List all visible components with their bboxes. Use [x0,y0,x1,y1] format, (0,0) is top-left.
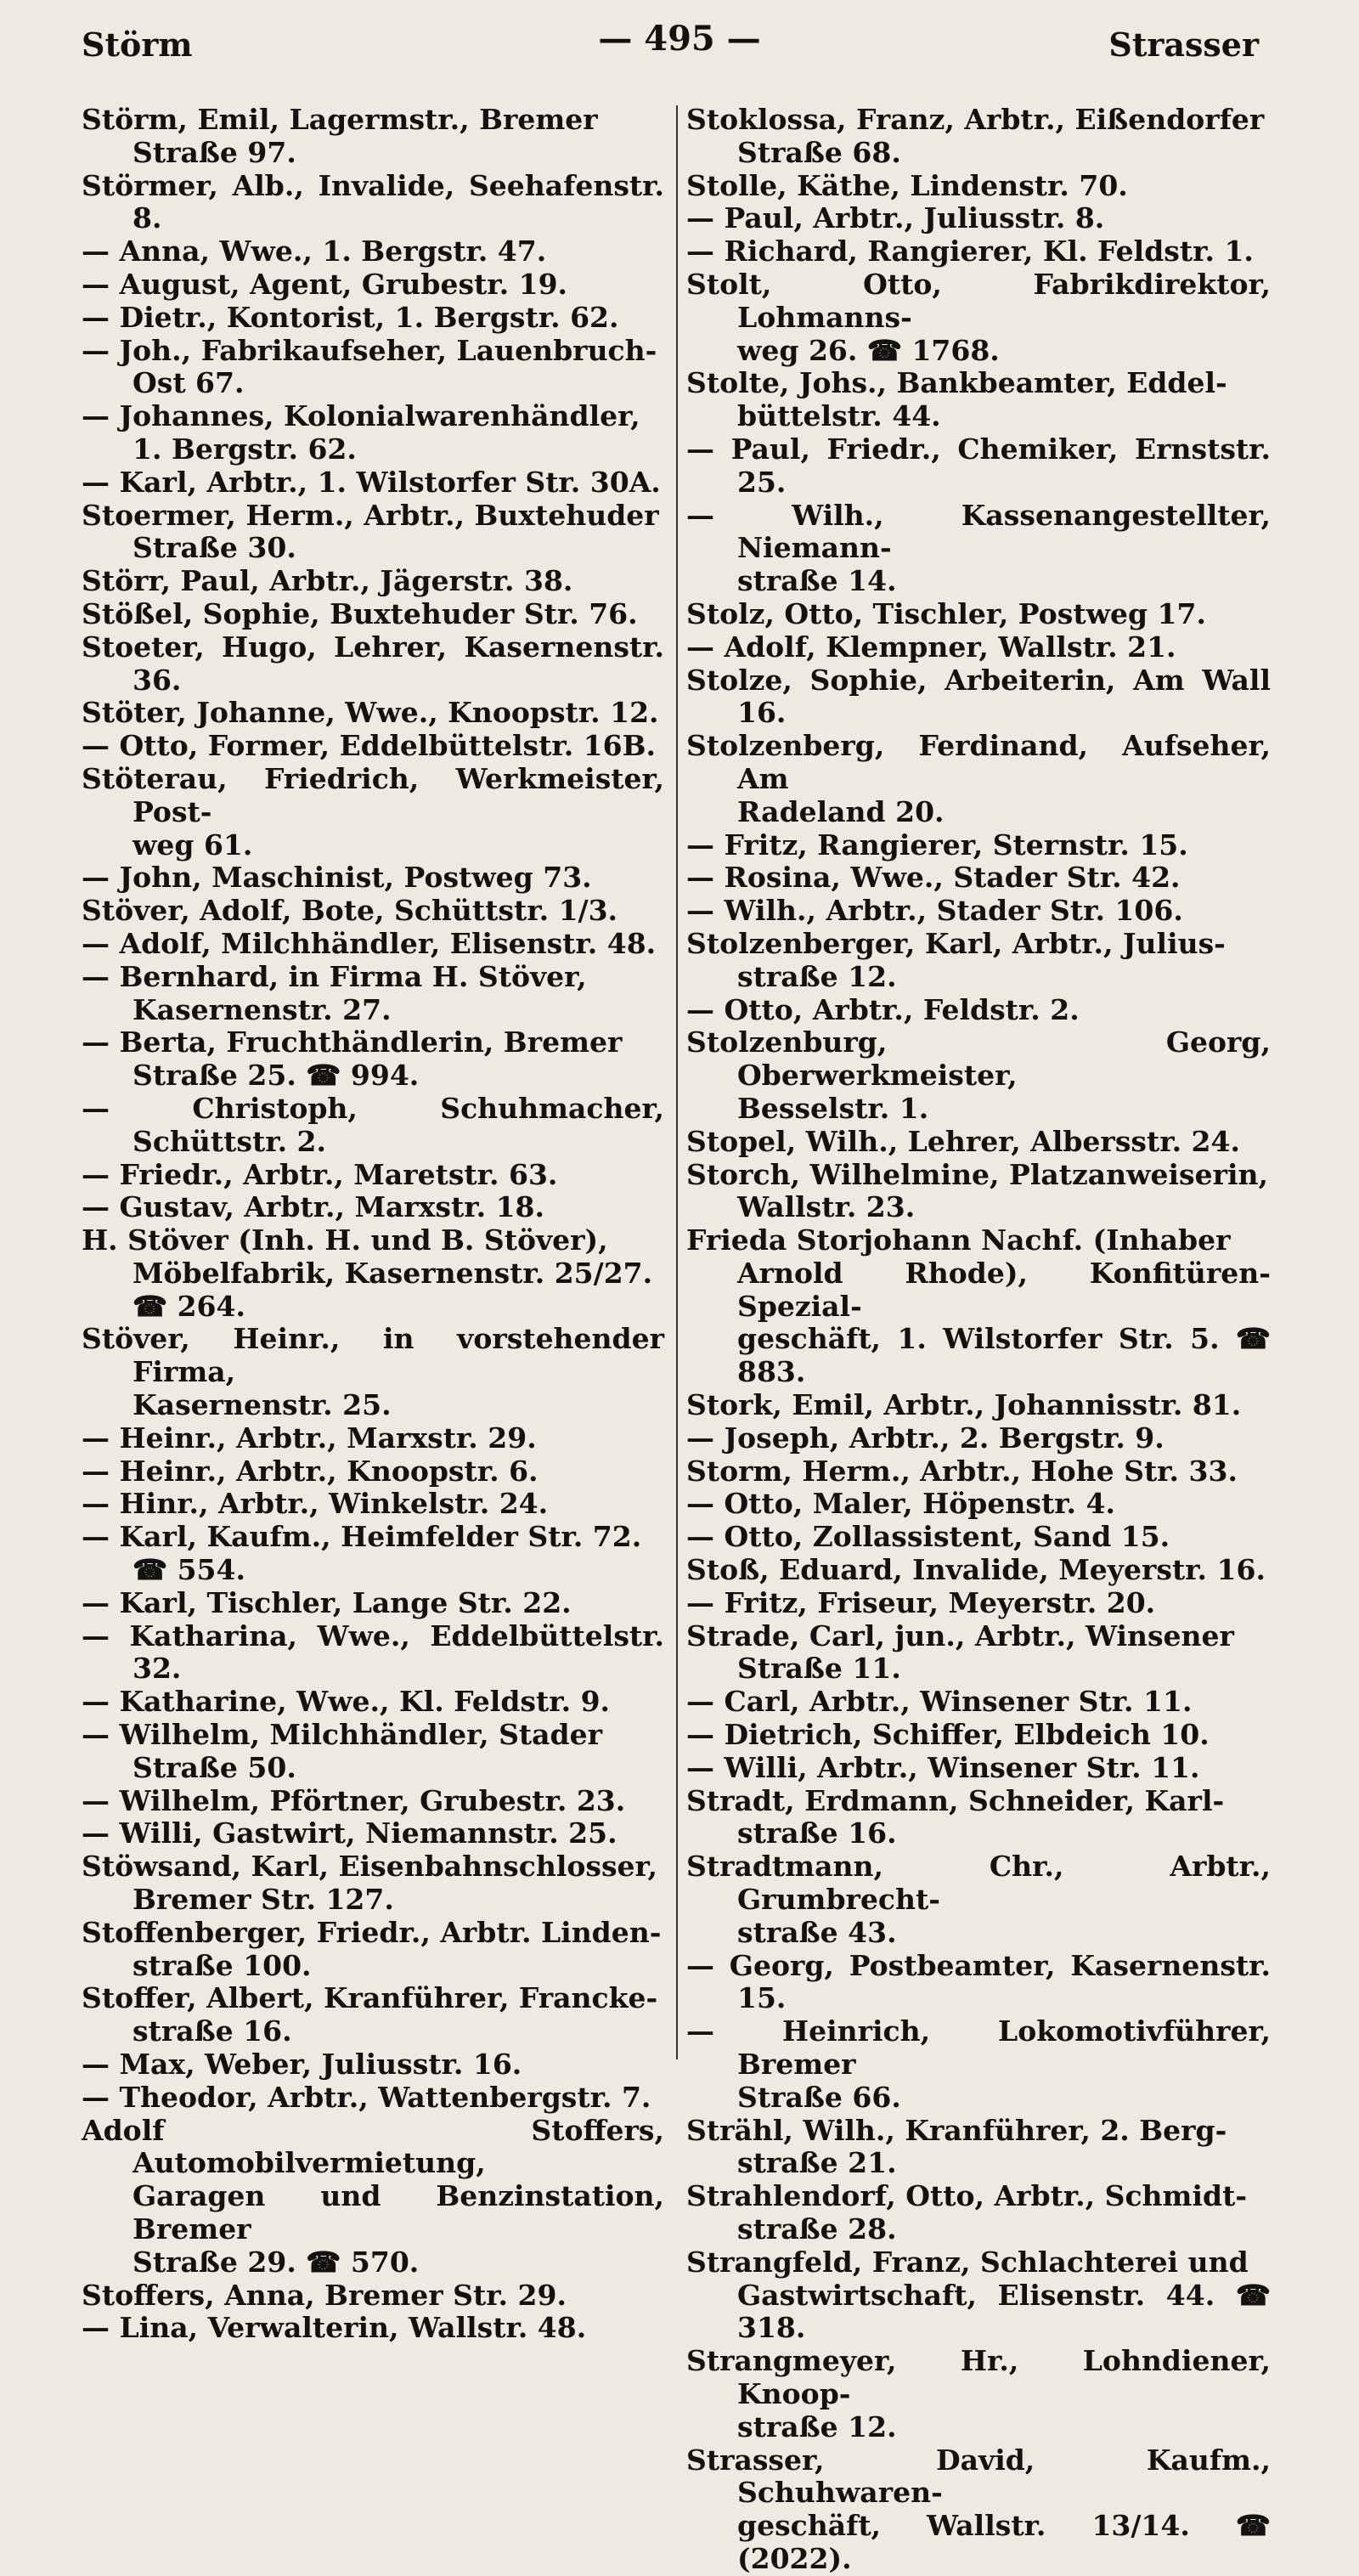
directory-entry: — Adolf, Milchhändler, Elisenstr. 48. [82,926,657,960]
directory-entry: Storm, Herm., Arbtr., Hohe Str. 33. [686,1454,1238,1488]
directory-entry: Strahlendorf, Otto, Arbtr., Schmidt- straße 28. [686,2179,1248,2246]
directory-entry: — Paul, Friedr., Chemiker, Ernststr. 25. [686,432,1271,499]
directory-entry: Stolzenburg, Georg, Oberwerkmeister, Besselstr. 1. [686,1025,1271,1125]
directory-entry: — Fritz, Friseur, Meyerstr. 20. [686,1585,1156,1619]
directory-entry: — Willi, Gastwirt, Niemannstr. 25. [82,1816,617,1850]
directory-entry: — Fritz, Rangierer, Sternstr. 15. [686,828,1188,861]
directory-entry: — Willi, Arbtr., Winsener Str. 11. [686,1750,1200,1784]
directory-entry: — Wilhelm, Pförtner, Grubestr. 23. [82,1783,626,1817]
directory-entry: — Joseph, Arbtr., 2. Bergstr. 9. [686,1421,1164,1455]
directory-entry: Stolle, Käthe, Lindenstr. 70. [686,168,1128,202]
directory-entry: — Katharina, Wwe., Eddelbüttelstr. 32. [82,1618,664,1686]
directory-entry: — Richard, Rangierer, Kl. Feldstr. 1. [686,234,1254,268]
directory-entry: — Otto, Arbtr., Feldstr. 2. [686,992,1080,1026]
directory-entry: Stolzenberger, Karl, Arbtr., Julius- straße 12. [686,926,1226,993]
directory-entry: — Friedr., Arbtr., Maretstr. 63. [82,1157,558,1191]
directory-entry: Stolte, Johs., Bankbeamter, Eddel- büttelstr. 44. [686,366,1227,433]
directory-entry: — Dietrich, Schiffer, Elbdeich 10. [686,1718,1210,1752]
directory-entry: Stoffenberger, Friedr., Arbtr. Linden- straße 100. [82,1915,662,1982]
directory-entry: — Gustav, Arbtr., Marxstr. 18. [82,1190,544,1224]
directory-entry: Stöterau, Friedrich, Werkmeister, Post- weg 61. [82,761,664,861]
directory-entry: — John, Maschinist, Postweg 73. [82,861,592,895]
directory-entry: Frieda Storjohann Nachf. (Inhaber Arnold Rhode), Konfitüren-Spezial- geschäft, 1. Wilstorfer Str. 5. ☎ 883. [686,1223,1271,1389]
directory-entry: Strangmeyer, Hr., Lohndiener, Knoop- straße 12. [686,2344,1271,2443]
directory-entry: — Christoph, Schuhmacher, Schüttstr. 2. [82,1091,664,1158]
directory-entry: Störmer, Alb., Invalide, Seehafenstr. 8. [82,168,664,235]
directory-entry: Stradt, Erdmann, Schneider, Karl- straße 16. [686,1783,1225,1850]
directory-entry: Störm, Emil, Lagermstr., Bremer Straße 97. [82,103,598,169]
directory-entry: — August, Agent, Grubestr. 19. [82,267,568,301]
directory-entry: Stöwsand, Karl, Eisenbahnschlosser, Bremer Str. 127. [82,1850,657,1917]
directory-entry: Strangfeld, Franz, Schlachterei und Gastwirtschaft, Elisenstr. 44. ☎ 318. [686,2245,1271,2345]
directory-entry: — Karl, Tischler, Lange Str. 22. [82,1585,572,1619]
directory-entry: Strade, Carl, jun., Arbtr., Winsener Straße 11. [686,1618,1234,1686]
directory-entry: — Wilh., Kassenangestellter, Niemann- straße 14. [686,498,1271,598]
directory-entry: — Otto, Maler, Höpenstr. 4. [686,1487,1115,1521]
directory-entry: Störr, Paul, Arbtr., Jägerstr. 38. [82,564,573,598]
directory-entry: Stöter, Johanne, Wwe., Knoopstr. 12. [82,696,659,730]
directory-entry: Stoffers, Anna, Bremer Str. 29. [82,2278,567,2312]
column-divider [676,105,678,2059]
directory-entry: — Paul, Arbtr., Juliusstr. 8. [686,201,1105,235]
directory-entry: — Carl, Arbtr., Winsener Str. 11. [686,1685,1193,1719]
directory-entry: — Georg, Postbeamter, Kasernenstr. 15. [686,1948,1271,2015]
directory-entry: Stolz, Otto, Tischler, Postweg 17. [686,596,1206,630]
directory-entry: H. Stöver (Inh. H. und B. Stöver), Möbelfabrik, Kasernenstr. 25/27. ☎ 264. [82,1223,653,1323]
directory-entry: Stößel, Sophie, Buxtehuder Str. 76. [82,596,638,630]
directory-entry: Stoklossa, Franz, Arbtr., Eißendorfer Straße 68. [686,103,1265,169]
directory-entry: Stolt, Otto, Fabrikdirektor, Lohmanns- weg 26. ☎ 1768. [686,267,1271,367]
directory-entry: Stöver, Heinr., in vorstehender Firma, Kasernenstr. 25. [82,1322,664,1422]
directory-entry: — Rosina, Wwe., Stader Str. 42. [686,861,1181,895]
running-head-left: Störm [82,25,193,64]
directory-entry: Stoeter, Hugo, Lehrer, Kasernenstr. 36. [82,630,664,697]
directory-entry: — Max, Weber, Juliusstr. 16. [82,2048,522,2082]
directory-entry: — Heinrich, Lokomotivführer, Bremer Straße 66. [686,2014,1271,2114]
directory-entry: — Johannes, Kolonialwarenhändler, 1. Bergstr. 62. [82,399,640,466]
directory-entry: — Wilhelm, Milchhändler, Stader Straße 50. [82,1718,602,1784]
directory-entry: — Adolf, Klempner, Wallstr. 21. [686,630,1176,664]
directory-entry: — Karl, Arbtr., 1. Wilstorfer Str. 30A. [82,465,661,499]
directory-entry: — Wilh., Arbtr., Stader Str. 106. [686,894,1183,928]
right-column [686,104,1271,2576]
directory-entry: — Anna, Wwe., 1. Bergstr. 47. [82,234,547,268]
directory-entry: Stoffer, Albert, Kranführer, Francke- straße 16. [82,1981,658,2048]
directory-entry: — Bernhard, in Firma H. Stöver, Kasernenstr. 27. [82,959,587,1026]
directory-entry: Stolzenberg, Ferdinand, Aufseher, Am Radeland 20. [686,729,1271,828]
directory-entry: Stöver, Adolf, Bote, Schüttstr. 1/3. [82,894,618,928]
directory-entry: — Katharine, Wwe., Kl. Feldstr. 9. [82,1685,611,1719]
directory-entry: — Otto, Former, Eddelbüttelstr. 16B. [82,729,656,763]
directory-entry: — Hinr., Arbtr., Winkelstr. 24. [82,1487,549,1521]
directory-entry: Stoermer, Herm., Arbtr., Buxtehuder Straße 30. [82,498,659,565]
directory-entry: — Lina, Verwalterin, Wallstr. 48. [82,2311,587,2345]
directory-entry: — Heinr., Arbtr., Knoopstr. 6. [82,1454,539,1488]
running-head-right: Strasser [1108,25,1259,64]
left-column [82,104,664,2345]
directory-entry: — Karl, Kaufm., Heimfelder Str. 72. ☎ 554. [82,1520,642,1587]
directory-entry: — Otto, Zollassistent, Sand 15. [686,1520,1170,1554]
directory-entry: Stolze, Sophie, Arbeiterin, Am Wall 16. [686,663,1271,730]
directory-entry: Stork, Emil, Arbtr., Johannisstr. 81. [686,1388,1242,1422]
directory-entry: — Joh., Fabrikaufseher, Lauenbruch- Ost 67. [82,333,657,400]
directory-entry: Strasser, David, Kaufm., Schuhwaren- geschäft, Wallstr. 13/14. ☎ (2022). [686,2443,1271,2575]
directory-entry: Stradtmann, Chr., Arbtr., Grumbrecht- straße 43. [686,1850,1271,1949]
directory-entry: Adolf Stoffers, Automobilvermietung, Garagen und Benzinstation, Bremer Straße 29. ☎ 570. [82,2113,664,2279]
directory-entry: — Theodor, Arbtr., Wattenbergstr. 7. [82,2080,651,2114]
directory-entry: — Dietr., Kontorist, 1. Bergstr. 62. [82,300,619,334]
directory-entry: Storch, Wilhelmine, Platzanweiserin, Wallstr. 23. [686,1157,1269,1224]
directory-entry: — Heinr., Arbtr., Marxstr. 29. [82,1421,537,1455]
page-number: — 495 — [598,19,761,59]
directory-entry: Strähl, Wilh., Kranführer, 2. Berg- straße 21. [686,2113,1227,2180]
directory-entry: Stopel, Wilh., Lehrer, Albersstr. 24. [686,1124,1240,1158]
directory-entry: — Berta, Fruchthändlerin, Bremer Straße 25. ☎ 994. [82,1025,623,1093]
directory-entry: Stoß, Eduard, Invalide, Meyerstr. 16. [686,1553,1266,1587]
